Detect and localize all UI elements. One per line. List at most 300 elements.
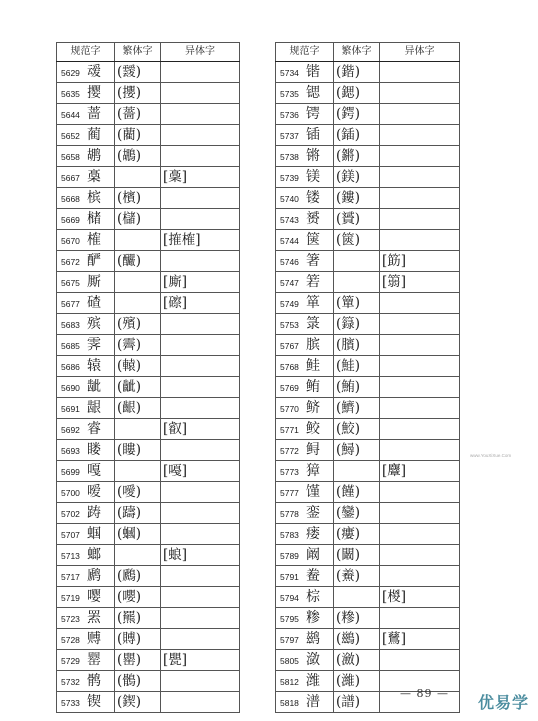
variant-char: [廝]	[161, 272, 240, 293]
traditional-char: (鍤)	[334, 125, 380, 146]
entry-number: 5690	[61, 383, 80, 393]
table-row	[276, 104, 460, 125]
standard-char-cell	[57, 104, 115, 125]
standard-char: 鹕	[87, 148, 101, 164]
traditional-char: (瀲)	[334, 650, 380, 671]
entry-number: 5797	[280, 635, 299, 645]
standard-char-cell	[276, 251, 334, 272]
variant-char	[161, 608, 240, 629]
entry-number: 5749	[280, 299, 299, 309]
standard-char: 赙	[87, 631, 101, 647]
entry-number: 5740	[280, 194, 299, 204]
entry-number: 5805	[280, 656, 299, 666]
entry-number: 5713	[61, 551, 80, 561]
table-row	[57, 503, 240, 524]
standard-char: 潋	[306, 652, 320, 668]
traditional-char: (鯗)	[334, 566, 380, 587]
entry-number: 5768	[280, 362, 299, 372]
entry-number: 5737	[280, 131, 299, 141]
header-variant-char: 异体字	[380, 43, 460, 62]
traditional-char: (轅)	[115, 356, 161, 377]
standard-char-cell	[57, 545, 115, 566]
traditional-char: (鍥)	[115, 692, 161, 713]
traditional-char: (闞)	[334, 545, 380, 566]
standard-char-cell	[276, 608, 334, 629]
traditional-char: (瞜)	[115, 440, 161, 461]
table-row	[276, 461, 460, 482]
left-character-table	[56, 42, 240, 713]
table-row	[57, 692, 240, 713]
entry-number: 5778	[280, 509, 299, 519]
traditional-char: (躊)	[115, 503, 161, 524]
variant-char	[380, 230, 460, 251]
standard-char-cell	[276, 104, 334, 125]
standard-char-cell	[57, 650, 115, 671]
traditional-char: (蟈)	[115, 524, 161, 545]
variant-char: [鶿]	[380, 629, 460, 650]
standard-char-cell	[276, 167, 334, 188]
standard-char-cell	[57, 167, 115, 188]
standard-char: 殡	[87, 316, 101, 332]
traditional-char: (鶘)	[115, 146, 161, 167]
standard-char: 棕	[306, 589, 320, 605]
traditional-char: (糝)	[334, 608, 380, 629]
standard-char: 膑	[306, 337, 320, 353]
traditional-char: (鑾)	[334, 503, 380, 524]
variant-char	[380, 188, 460, 209]
table-row	[57, 188, 240, 209]
table-row	[276, 608, 460, 629]
variant-char	[380, 335, 460, 356]
traditional-char: (櫧)	[115, 209, 161, 230]
entry-number: 5670	[61, 236, 80, 246]
variant-char	[161, 335, 240, 356]
table-row	[276, 524, 460, 545]
traditional-char: (齜)	[115, 377, 161, 398]
entry-number: 5732	[61, 677, 80, 687]
variant-char	[161, 356, 240, 377]
variant-char	[161, 209, 240, 230]
variant-char: [甖]	[161, 650, 240, 671]
standard-char: 嗳	[87, 484, 101, 500]
standard-char-cell	[276, 629, 334, 650]
standard-char: 龈	[87, 400, 101, 416]
variant-char	[161, 587, 240, 608]
variant-char: [搉榷]	[161, 230, 240, 251]
standard-char-cell	[276, 62, 334, 83]
entry-number: 5767	[280, 341, 299, 351]
table-row	[276, 314, 460, 335]
traditional-char	[115, 293, 161, 314]
table-row	[57, 209, 240, 230]
standard-char: 镂	[306, 190, 320, 206]
traditional-char	[115, 461, 161, 482]
variant-char: [麞]	[380, 461, 460, 482]
standard-char: 锶	[306, 85, 320, 101]
standard-char: 镁	[306, 169, 320, 185]
standard-char: 赟	[306, 211, 320, 227]
standard-char-cell	[276, 440, 334, 461]
table-row	[57, 251, 240, 272]
standard-char-cell	[57, 419, 115, 440]
standard-char: 鲞	[306, 568, 320, 584]
entry-number: 5818	[280, 698, 299, 708]
traditional-char: (臏)	[334, 335, 380, 356]
standard-char-cell	[57, 629, 115, 650]
variant-char	[380, 356, 460, 377]
entry-number: 5691	[61, 404, 80, 414]
traditional-char: (賻)	[115, 629, 161, 650]
table-row	[57, 377, 240, 398]
standard-char: 鲔	[306, 379, 320, 395]
table-row	[276, 398, 460, 419]
standard-char: 鲚	[306, 400, 320, 416]
traditional-char: (篋)	[334, 230, 380, 251]
table-row	[57, 461, 240, 482]
table-row	[57, 398, 240, 419]
entry-number: 5719	[61, 593, 80, 603]
traditional-char: (饉)	[334, 482, 380, 503]
traditional-char: (譜)	[334, 692, 380, 713]
header-standard-char: 规范字	[57, 43, 115, 62]
traditional-char: (殯)	[115, 314, 161, 335]
header-traditional-char: 繁体字	[115, 43, 161, 62]
entry-number: 5717	[61, 572, 80, 582]
entry-number: 5668	[61, 194, 80, 204]
entry-number: 5795	[280, 614, 299, 624]
entry-number: 5771	[280, 425, 299, 435]
traditional-char: (贇)	[334, 209, 380, 230]
standard-char: 獐	[306, 463, 320, 479]
header-traditional-char: 繁体字	[334, 43, 380, 62]
table-row	[276, 230, 460, 251]
entry-number: 5677	[61, 299, 80, 309]
traditional-char: (鱘)	[334, 440, 380, 461]
table-row	[276, 377, 460, 398]
traditional-char	[334, 461, 380, 482]
variant-char: [筯]	[380, 251, 460, 272]
standard-char-cell	[276, 146, 334, 167]
standard-char: 箬	[306, 274, 320, 290]
table-header-row	[57, 43, 240, 62]
entry-number: 5667	[61, 173, 80, 183]
table-row	[276, 356, 460, 377]
variant-char	[380, 377, 460, 398]
standard-char: 锲	[87, 694, 101, 710]
standard-char: 蝈	[87, 526, 101, 542]
entry-number: 5683	[61, 320, 80, 330]
standard-char-cell	[276, 398, 334, 419]
entry-number: 5736	[280, 110, 299, 120]
table-row	[57, 671, 240, 692]
table-row	[57, 629, 240, 650]
variant-char	[161, 566, 240, 587]
table-row	[57, 482, 240, 503]
traditional-char: (鎂)	[334, 167, 380, 188]
standard-char: 睿	[87, 421, 101, 437]
standard-char-cell	[276, 356, 334, 377]
standard-char: 榷	[87, 232, 101, 248]
standard-char-cell	[276, 83, 334, 104]
table-row	[57, 650, 240, 671]
variant-char	[380, 104, 460, 125]
table-row	[57, 419, 240, 440]
variant-char	[161, 62, 240, 83]
standard-char: 箸	[306, 253, 320, 269]
traditional-char	[115, 545, 161, 566]
entry-number: 5686	[61, 362, 80, 372]
traditional-char: (齦)	[115, 398, 161, 419]
table-row	[276, 482, 460, 503]
standard-char: 蔷	[87, 106, 101, 122]
traditional-char: (嚶)	[115, 587, 161, 608]
standard-char: 碴	[87, 295, 101, 311]
standard-char-cell	[276, 230, 334, 251]
variant-char	[161, 398, 240, 419]
standard-char-cell	[276, 545, 334, 566]
standard-char: 阚	[306, 547, 320, 563]
table-row	[276, 566, 460, 587]
traditional-char: (釅)	[115, 251, 161, 272]
traditional-char: (鏤)	[334, 188, 380, 209]
standard-char-cell	[57, 209, 115, 230]
standard-char-cell	[57, 482, 115, 503]
entry-number: 5744	[280, 236, 299, 246]
standard-char: 罴	[87, 610, 101, 626]
standard-char: 厮	[87, 274, 101, 290]
standard-char-cell	[276, 314, 334, 335]
entry-number: 5794	[280, 593, 299, 603]
table-row	[57, 566, 240, 587]
standard-char: 鲑	[306, 358, 320, 374]
standard-char-cell	[276, 503, 334, 524]
standard-char: 锷	[306, 106, 320, 122]
entry-number: 5739	[280, 173, 299, 183]
table-row	[57, 146, 240, 167]
table-row	[276, 146, 460, 167]
traditional-char: (鮭)	[334, 356, 380, 377]
table-row	[276, 587, 460, 608]
standard-char-cell	[276, 566, 334, 587]
variant-char	[380, 524, 460, 545]
variant-char: [篛]	[380, 272, 460, 293]
traditional-char: (噯)	[115, 482, 161, 503]
variant-char	[161, 503, 240, 524]
traditional-char: (籙)	[334, 314, 380, 335]
entry-number: 5772	[280, 446, 299, 456]
table-row	[57, 230, 240, 251]
variant-char	[161, 125, 240, 146]
standard-char-cell	[57, 188, 115, 209]
standard-char: 箧	[306, 232, 320, 248]
standard-char-cell	[57, 293, 115, 314]
watermark-url: www.YouXiXue.Com	[470, 453, 512, 458]
standard-char-cell	[276, 335, 334, 356]
variant-char: [椶]	[380, 587, 460, 608]
entry-number: 5735	[280, 89, 299, 99]
traditional-char: (霽)	[115, 335, 161, 356]
entry-number: 5675	[61, 278, 80, 288]
entry-number: 5747	[280, 278, 299, 288]
entry-number: 5702	[61, 509, 80, 519]
variant-char: [嘠]	[161, 461, 240, 482]
standard-char-cell	[57, 461, 115, 482]
table-row	[57, 608, 240, 629]
traditional-char: (鷉)	[115, 566, 161, 587]
entry-number: 5707	[61, 530, 80, 540]
entry-number: 5672	[61, 257, 80, 267]
standard-char-cell	[276, 125, 334, 146]
entry-number: 5693	[61, 446, 80, 456]
standard-char-cell	[57, 377, 115, 398]
standard-char: 罂	[87, 652, 101, 668]
variant-char	[161, 482, 240, 503]
table-row	[57, 356, 240, 377]
table-row	[276, 272, 460, 293]
standard-char: 潽	[306, 694, 320, 710]
variant-char	[380, 146, 460, 167]
traditional-char: (濰)	[334, 671, 380, 692]
standard-char-cell	[276, 524, 334, 545]
entry-number: 5700	[61, 488, 80, 498]
standard-char: 锸	[306, 127, 320, 143]
standard-char-cell	[276, 188, 334, 209]
entry-number: 5738	[280, 152, 299, 162]
table-row	[57, 167, 240, 188]
standard-char-cell	[57, 314, 115, 335]
variant-char: [䃰]	[161, 293, 240, 314]
header-standard-char: 规范字	[276, 43, 334, 62]
entry-number: 5789	[280, 551, 299, 561]
variant-char	[161, 188, 240, 209]
standard-char-cell	[57, 503, 115, 524]
standard-char-cell	[276, 692, 334, 713]
table-row	[57, 62, 240, 83]
table-row	[276, 419, 460, 440]
variant-char	[161, 377, 240, 398]
traditional-char: (鍔)	[334, 104, 380, 125]
standard-char: 龇	[87, 379, 101, 395]
table-row	[276, 62, 460, 83]
standard-char-cell	[276, 671, 334, 692]
traditional-char: (瘻)	[334, 524, 380, 545]
traditional-char: (攖)	[115, 83, 161, 104]
table-row	[57, 545, 240, 566]
variant-char	[380, 419, 460, 440]
variant-char	[161, 524, 240, 545]
standard-char: 撄	[87, 85, 101, 101]
table-row	[276, 629, 460, 650]
table-row	[276, 650, 460, 671]
standard-char: 鲛	[306, 421, 320, 437]
table-row	[57, 104, 240, 125]
traditional-char: (鮫)	[334, 419, 380, 440]
entry-number: 5769	[280, 383, 299, 393]
left-table-body	[57, 62, 240, 713]
standard-char: 銮	[306, 505, 320, 521]
standard-char-cell	[57, 62, 115, 83]
standard-char: 嘤	[87, 589, 101, 605]
traditional-char: (鱭)	[334, 398, 380, 419]
table-row	[276, 503, 460, 524]
standard-char: 馑	[306, 484, 320, 500]
traditional-char: (靉)	[115, 62, 161, 83]
standard-char-cell	[276, 272, 334, 293]
variant-char	[161, 629, 240, 650]
standard-char-cell	[276, 650, 334, 671]
table-row	[276, 83, 460, 104]
entry-number: 5692	[61, 425, 80, 435]
entry-number: 5753	[280, 320, 299, 330]
variant-char	[161, 671, 240, 692]
standard-char: 糁	[306, 610, 320, 626]
traditional-char: (羆)	[115, 608, 161, 629]
traditional-char	[334, 272, 380, 293]
standard-char: 叆	[87, 64, 101, 80]
standard-char: 酽	[87, 253, 101, 269]
variant-char: [蜋]	[161, 545, 240, 566]
standard-char-cell	[57, 587, 115, 608]
variant-char	[380, 167, 460, 188]
standard-char-cell	[276, 587, 334, 608]
variant-char	[161, 314, 240, 335]
table-row	[276, 125, 460, 146]
variant-char: [叡]	[161, 419, 240, 440]
table-row	[57, 440, 240, 461]
table-row	[276, 209, 460, 230]
variant-char	[380, 209, 460, 230]
table-row	[57, 587, 240, 608]
entry-number: 5783	[280, 530, 299, 540]
entry-number: 5734	[280, 68, 299, 78]
traditional-char: (鍶)	[334, 83, 380, 104]
brand-logo: 优易学	[478, 693, 530, 712]
entry-number: 5652	[61, 131, 80, 141]
entry-number: 5669	[61, 215, 80, 225]
standard-char: 辕	[87, 358, 101, 374]
variant-char	[380, 650, 460, 671]
entry-number: 5699	[61, 467, 80, 477]
table-header-row	[276, 43, 460, 62]
traditional-char: (薔)	[115, 104, 161, 125]
right-character-table	[275, 42, 460, 713]
standard-char: 嘎	[87, 463, 101, 479]
table-row	[276, 293, 460, 314]
table-row	[276, 167, 460, 188]
standard-char: 槟	[87, 190, 101, 206]
standard-char-cell	[276, 482, 334, 503]
standard-char-cell	[57, 608, 115, 629]
standard-char: 锵	[306, 148, 320, 164]
variant-char	[380, 503, 460, 524]
standard-char-cell	[276, 461, 334, 482]
entry-number: 5777	[280, 488, 299, 498]
variant-char	[161, 146, 240, 167]
traditional-char	[115, 272, 161, 293]
traditional-char: (藺)	[115, 125, 161, 146]
table-row	[57, 314, 240, 335]
traditional-char	[334, 251, 380, 272]
right-table-body	[276, 62, 460, 713]
standard-char-cell	[57, 146, 115, 167]
variant-char	[380, 62, 460, 83]
variant-char	[161, 83, 240, 104]
standard-char: 锴	[306, 64, 320, 80]
standard-char-cell	[57, 524, 115, 545]
traditional-char	[115, 230, 161, 251]
standard-char: 蔺	[87, 127, 101, 143]
traditional-char	[115, 167, 161, 188]
